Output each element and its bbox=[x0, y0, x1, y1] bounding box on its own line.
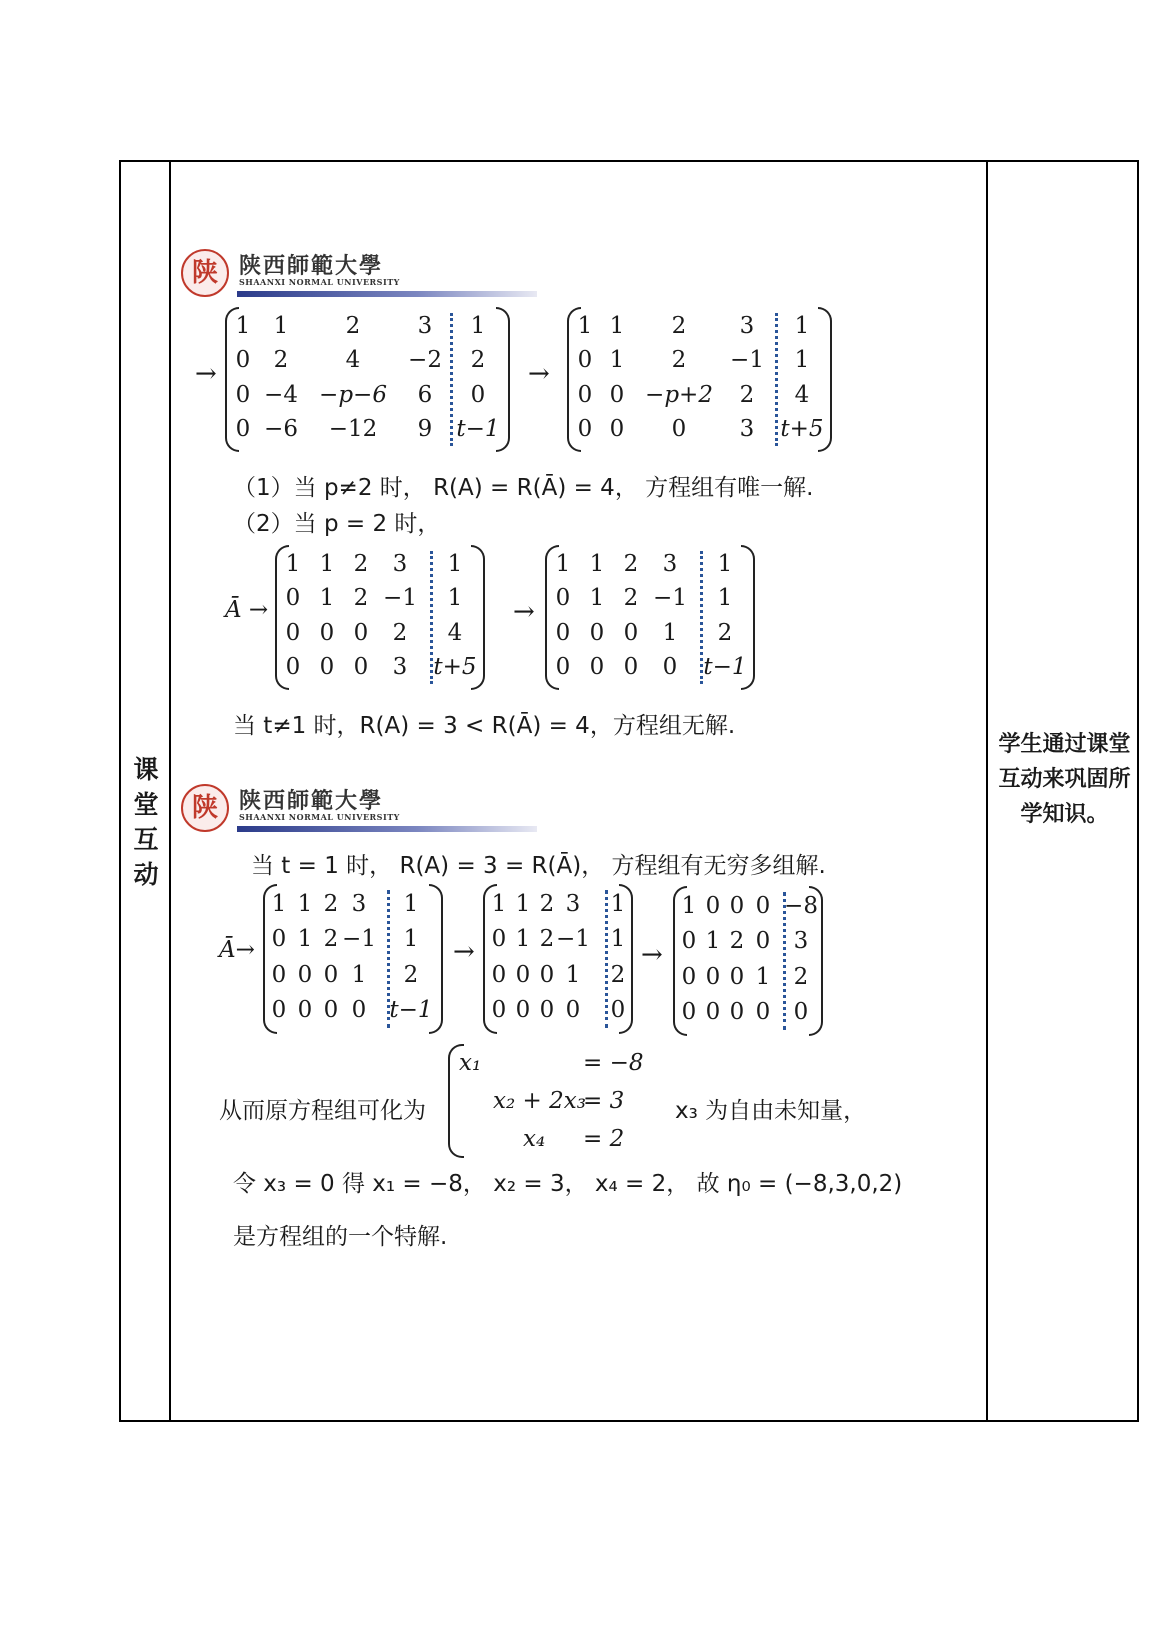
matrix-cell: 0 bbox=[271, 926, 287, 953]
matrix-cell: 2 bbox=[539, 926, 555, 953]
case-1-text: （1）当 p≠2 时， R(A) = R(Ā) = 4， 方程组有唯一解. bbox=[233, 475, 814, 501]
matrix-cell: 1 bbox=[662, 619, 678, 646]
matrix-cell: 0 bbox=[589, 619, 605, 646]
matrix-cell: 2 bbox=[739, 381, 755, 408]
matrix-cell: 0 bbox=[793, 999, 809, 1026]
university-name-en: SHAANXI NORMAL UNIVERSITY bbox=[239, 812, 400, 822]
university-name: 陕西師範大學 bbox=[239, 788, 384, 814]
abar-label: Ā → bbox=[225, 597, 269, 623]
matrix-cell: 1 bbox=[794, 347, 810, 374]
matrix-cell: 1 bbox=[235, 313, 251, 340]
matrix-cell: 1 bbox=[273, 313, 289, 340]
matrix-cell: 0 bbox=[662, 653, 678, 680]
matrix-cell: 1 bbox=[470, 313, 486, 340]
matrix-cell: 0 bbox=[515, 961, 531, 988]
matrix-cell: 1 bbox=[610, 890, 626, 917]
matrix-cell: 0 bbox=[319, 653, 335, 680]
matrix-cell: 4 bbox=[345, 347, 361, 374]
university-name: 陕西師範大學 bbox=[239, 253, 384, 279]
matrix-cell: 1 bbox=[403, 890, 419, 917]
matrix-cell: −1 bbox=[342, 926, 376, 953]
matrix-cell: 1 bbox=[515, 890, 531, 917]
matrix-cell: 1 bbox=[589, 585, 605, 612]
equation-1-rhs: = −8 bbox=[583, 1050, 644, 1076]
matrix-cell: 2 bbox=[729, 928, 745, 955]
matrix-1 bbox=[225, 307, 510, 452]
matrix-cell: 1 bbox=[609, 347, 625, 374]
matrix-cell: t+5 bbox=[780, 415, 824, 442]
matrix-cell: 0 bbox=[515, 997, 531, 1024]
matrix-4 bbox=[545, 545, 755, 690]
matrix-cell: 1 bbox=[447, 551, 463, 578]
matrix-cell: 0 bbox=[609, 381, 625, 408]
matrix-cell: 3 bbox=[793, 928, 809, 955]
matrix-cell: 0 bbox=[323, 961, 339, 988]
matrix-cell: −6 bbox=[264, 415, 298, 442]
matrix-cell: 1 bbox=[610, 926, 626, 953]
matrix-cell: 9 bbox=[417, 415, 433, 442]
case-2-text: （2）当 p = 2 时， bbox=[233, 511, 441, 537]
matrix-cell: 0 bbox=[285, 619, 301, 646]
matrix-cell: 4 bbox=[447, 619, 463, 646]
label-char: 互 bbox=[133, 825, 159, 854]
slide-header bbox=[181, 782, 541, 842]
matrix-cell: 0 bbox=[729, 963, 745, 990]
matrix-cell: 3 bbox=[351, 890, 367, 917]
matrix-cell: 0 bbox=[681, 999, 697, 1026]
matrix-cell: 0 bbox=[323, 997, 339, 1024]
matrix-cell: 2 bbox=[717, 619, 733, 646]
matrix-cell: 0 bbox=[539, 997, 555, 1024]
system-intro: 从而原方程组可化为 bbox=[219, 1098, 426, 1124]
matrix-cell: 0 bbox=[577, 347, 593, 374]
matrix-cell: 0 bbox=[729, 999, 745, 1026]
matrix-cell: 1 bbox=[403, 926, 419, 953]
abar-label: Ā→ bbox=[219, 937, 255, 963]
matrix-cell: 1 bbox=[589, 551, 605, 578]
matrix-cell: 0 bbox=[235, 415, 251, 442]
matrix-cell: −1 bbox=[730, 347, 764, 374]
matrix-cell: 0 bbox=[577, 381, 593, 408]
matrix-cell: 1 bbox=[755, 963, 771, 990]
matrix-cell: 0 bbox=[353, 653, 369, 680]
equation-3-lhs: x₄ bbox=[523, 1126, 546, 1152]
arrow: → bbox=[453, 937, 475, 967]
matrix-cell: 0 bbox=[555, 653, 571, 680]
matrix-cell: 0 bbox=[755, 928, 771, 955]
matrix-cell: 0 bbox=[271, 961, 287, 988]
matrix-cell: 0 bbox=[319, 619, 335, 646]
matrix-cell: 0 bbox=[681, 928, 697, 955]
slide-1 bbox=[173, 247, 983, 737]
matrix-cell: 1 bbox=[491, 890, 507, 917]
equation-2-lhs: x₂ + 2x₃ bbox=[493, 1088, 586, 1114]
matrix-cell: 1 bbox=[705, 928, 721, 955]
content-table bbox=[119, 160, 1139, 1422]
section-label bbox=[121, 752, 171, 892]
slide-header bbox=[181, 247, 541, 307]
label-char: 动 bbox=[133, 860, 159, 889]
matrix-cell: 1 bbox=[794, 313, 810, 340]
matrix-cell: 2 bbox=[610, 961, 626, 988]
particular-solution-text: 令 x₃ = 0 得 x₁ = −8， x₂ = 3， x₄ = 2， 故 η₀ = (−8,3,0,2) bbox=[233, 1171, 903, 1197]
equation-1-lhs: x₁ bbox=[459, 1050, 482, 1076]
matrix-cell: −p−6 bbox=[319, 381, 387, 408]
equation-2-rhs: = 3 bbox=[583, 1088, 625, 1114]
infinite-solutions-text: 当 t = 1 时， R(A) = 3 = R(Ā)， 方程组有无穷多组解. bbox=[251, 853, 826, 879]
matrix-cell: 0 bbox=[285, 585, 301, 612]
matrix-cell: 3 bbox=[662, 551, 678, 578]
matrix-cell: 1 bbox=[609, 313, 625, 340]
matrix-7 bbox=[673, 886, 823, 1036]
matrix-cell: 1 bbox=[319, 585, 335, 612]
matrix-cell: 1 bbox=[271, 890, 287, 917]
matrix-cell: 0 bbox=[351, 997, 367, 1024]
matrix-cell: 0 bbox=[623, 619, 639, 646]
matrix-cell: 2 bbox=[353, 585, 369, 612]
matrix-cell: 0 bbox=[539, 961, 555, 988]
matrix-cell: 2 bbox=[392, 619, 408, 646]
matrix-cell: 0 bbox=[705, 963, 721, 990]
matrix-cell: 2 bbox=[470, 347, 486, 374]
matrix-cell: 0 bbox=[297, 961, 313, 988]
university-name-en: SHAANXI NORMAL UNIVERSITY bbox=[239, 277, 400, 287]
matrix-cell: −4 bbox=[264, 381, 298, 408]
matrix-cell: 0 bbox=[589, 653, 605, 680]
matrix-cell: 0 bbox=[491, 926, 507, 953]
matrix-cell: −1 bbox=[383, 585, 417, 612]
matrix-cell: 2 bbox=[403, 961, 419, 988]
matrix-cell: 1 bbox=[565, 961, 581, 988]
matrix-cell: −2 bbox=[408, 347, 442, 374]
matrix-cell: −12 bbox=[328, 415, 378, 442]
matrix-6 bbox=[483, 884, 633, 1034]
matrix-cell: 2 bbox=[323, 926, 339, 953]
matrix-cell: 0 bbox=[271, 997, 287, 1024]
matrix-cell: 6 bbox=[417, 381, 433, 408]
matrix-cell: 0 bbox=[705, 999, 721, 1026]
matrix-cell: 3 bbox=[565, 890, 581, 917]
matrix-3 bbox=[275, 545, 485, 690]
equation-3-rhs: = 2 bbox=[583, 1126, 625, 1152]
matrix-cell: 0 bbox=[285, 653, 301, 680]
slide-2 bbox=[173, 782, 983, 1312]
matrix-cell: 0 bbox=[555, 619, 571, 646]
arrow: → bbox=[513, 597, 535, 627]
matrix-cell: 2 bbox=[353, 551, 369, 578]
matrix-cell: 0 bbox=[671, 415, 687, 442]
matrix-cell: 1 bbox=[285, 551, 301, 578]
matrix-cell: 0 bbox=[623, 653, 639, 680]
augment-divider bbox=[605, 890, 608, 1028]
matrix-cell: 1 bbox=[297, 926, 313, 953]
matrix-cell: 0 bbox=[491, 961, 507, 988]
matrix-cell: 3 bbox=[392, 653, 408, 680]
label-char: 课 bbox=[133, 755, 159, 784]
matrix-cell: 0 bbox=[610, 997, 626, 1024]
matrix-cell: 0 bbox=[577, 415, 593, 442]
arrow: → bbox=[528, 359, 550, 389]
matrix-cell: −1 bbox=[653, 585, 687, 612]
matrix-cell: 0 bbox=[609, 415, 625, 442]
augment-divider bbox=[775, 313, 778, 446]
matrix-cell: 1 bbox=[447, 585, 463, 612]
matrix-cell: 4 bbox=[794, 381, 810, 408]
matrix-cell: 1 bbox=[717, 551, 733, 578]
matrix-cell: −8 bbox=[784, 892, 818, 919]
header-bar bbox=[237, 826, 537, 832]
matrix-cell: 0 bbox=[555, 585, 571, 612]
matrix-cell: 2 bbox=[323, 890, 339, 917]
matrix-cell: 2 bbox=[273, 347, 289, 374]
matrix-cell: 0 bbox=[235, 381, 251, 408]
matrix-cell: 0 bbox=[470, 381, 486, 408]
matrix-cell: 2 bbox=[793, 963, 809, 990]
matrix-cell: 1 bbox=[515, 926, 531, 953]
matrix-cell: 2 bbox=[671, 347, 687, 374]
header-bar bbox=[237, 291, 537, 297]
matrix-cell: 0 bbox=[755, 892, 771, 919]
arrow: → bbox=[195, 359, 217, 389]
matrix-cell: 2 bbox=[539, 890, 555, 917]
augment-divider bbox=[450, 313, 453, 446]
matrix-cell: t−1 bbox=[456, 415, 500, 442]
matrix-cell: 3 bbox=[417, 313, 433, 340]
matrix-cell: 0 bbox=[297, 997, 313, 1024]
matrix-cell: 2 bbox=[345, 313, 361, 340]
matrix-cell: 0 bbox=[565, 997, 581, 1024]
matrix-cell: 0 bbox=[729, 892, 745, 919]
matrix-cell: 1 bbox=[681, 892, 697, 919]
matrix-cell: 3 bbox=[392, 551, 408, 578]
matrix-cell: −p+2 bbox=[645, 381, 713, 408]
matrix-cell: t−1 bbox=[389, 997, 433, 1024]
matrix-cell: t+5 bbox=[433, 653, 477, 680]
matrix-cell: 1 bbox=[351, 961, 367, 988]
matrix-cell: 2 bbox=[671, 313, 687, 340]
free-variable-text: x₃ 为自由未知量， bbox=[675, 1098, 867, 1124]
matrix-cell: 3 bbox=[739, 415, 755, 442]
matrix-cell: 0 bbox=[491, 997, 507, 1024]
label-char: 堂 bbox=[133, 790, 159, 819]
matrix-2 bbox=[567, 307, 832, 452]
matrix-cell: 2 bbox=[623, 551, 639, 578]
matrix-cell: 3 bbox=[739, 313, 755, 340]
matrix-cell: 1 bbox=[577, 313, 593, 340]
matrix-cell: 0 bbox=[755, 999, 771, 1026]
matrix-5 bbox=[263, 884, 443, 1034]
matrix-cell: −1 bbox=[556, 926, 590, 953]
university-seal-icon: 陕 bbox=[181, 784, 229, 832]
matrix-cell: 1 bbox=[717, 585, 733, 612]
matrix-cell: 0 bbox=[681, 963, 697, 990]
university-seal-icon: 陕 bbox=[181, 249, 229, 297]
matrix-cell: 0 bbox=[235, 347, 251, 374]
matrix-cell: 1 bbox=[555, 551, 571, 578]
conclusion-text: 是方程组的一个特解. bbox=[233, 1224, 448, 1250]
teaching-note: 学生通过课堂互动来巩固所学知识。 bbox=[998, 732, 1131, 827]
matrix-cell: t−1 bbox=[703, 653, 747, 680]
matrix-cell: 0 bbox=[705, 892, 721, 919]
matrix-cell: 0 bbox=[353, 619, 369, 646]
matrix-cell: 2 bbox=[623, 585, 639, 612]
no-solution-text: 当 t≠1 时，R(A) = 3 < R(Ā) = 4，方程组无解. bbox=[233, 713, 736, 739]
matrix-cell: 1 bbox=[297, 890, 313, 917]
matrix-cell: 1 bbox=[319, 551, 335, 578]
arrow: → bbox=[641, 940, 663, 970]
